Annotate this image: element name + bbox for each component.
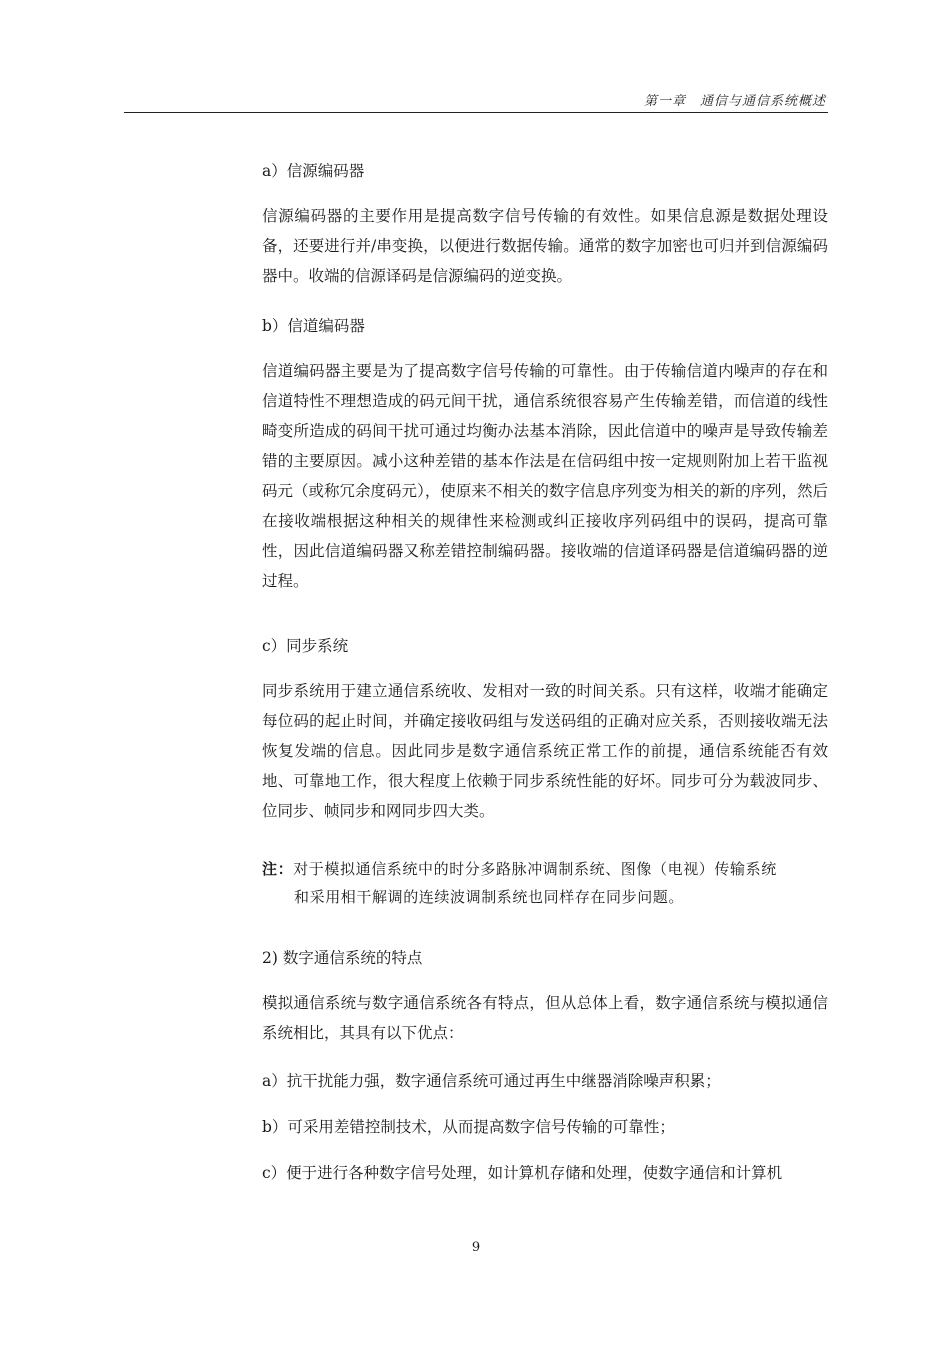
feature-item-a: a）抗干扰能力强，数字通信系统可通过再生中继器消除噪声积累； <box>262 1072 721 1090</box>
section-c-heading: c）同步系统 <box>262 637 349 655</box>
features-intro: 模拟通信系统与数字通信系统各有特点，但从总体上看，数字通信系统与模拟通信系统相比，其具有以下优点： <box>262 994 828 1042</box>
page-number: 9 <box>471 1240 481 1255</box>
features-heading: 2) 数字通信系统的特点 <box>262 949 423 967</box>
note <box>262 855 828 911</box>
feature-item-c: c）便于进行各种数字信号处理，如计算机存储和处理，使数字通信和计算机 <box>262 1164 783 1182</box>
section-a-body: 信源编码器的主要作用是提高数字信号传输的有效性。如果信息源是数据处理设备，还要进行并/串变换，以便进行数据传输。通常的数字加密也可归并到信源编码器中。收端的信源译码是信源编码的逆变换。 <box>262 207 828 285</box>
feature-item-b: b）可采用差错控制技术，从而提高数字信号传输的可靠性； <box>262 1118 675 1136</box>
note-label: 注： <box>262 860 294 878</box>
section-c-body: 同步系统用于建立通信系统收、发相对一致的时间关系。只有这样，收端才能确定每位码的起止时间，并确定接收码组与发送码组的正确对应关系，否则接收端无法恢复发端的信息。因此同步是数字通信系统正常工作的前提，通信系统能否有效地、可靠地工作，很大程度上依赖于同步系统性能的好坏。同步可分为载波同步、位同步、帧同步和网同步四大类。 <box>262 682 828 820</box>
chapter-title: 第一章 通信与通信系统概述 <box>643 94 826 109</box>
page-header <box>124 88 828 113</box>
section-b-heading: b）信道编码器 <box>262 317 365 335</box>
section-a-heading: a）信源编码器 <box>262 162 365 180</box>
note-line-1: 对于模拟通信系统中的时分多路脉冲调制系统、图像（电视）传输系统 <box>293 860 777 878</box>
note-line-2: 和采用相干解调的连续波调制系统也同样存在同步问题。 <box>294 888 685 906</box>
section-b-body: 信道编码器主要是为了提高数字信号传输的可靠性。由于传输信道内噪声的存在和信道特性不理想造成的码元间干扰，通信系统很容易产生传输差错，而信道的线性畸变所造成的码间干扰可通过均衡办法基本消除，因此信道中的噪声是导致传输差错的主要原因。减小这种差错的基本作法是在信码组中按一定规则附加上若干监视码元（或称冗余度码元），使原来不相关的数字信息序列变为相关的新的序列，然后在接收端根据这种相关的规律性来检测或纠正接收序列码组中的误码，提高可靠性，因此信道编码器又称差错控制编码器。接收端的信道译码器是信道编码器的逆过程。 <box>262 362 828 590</box>
